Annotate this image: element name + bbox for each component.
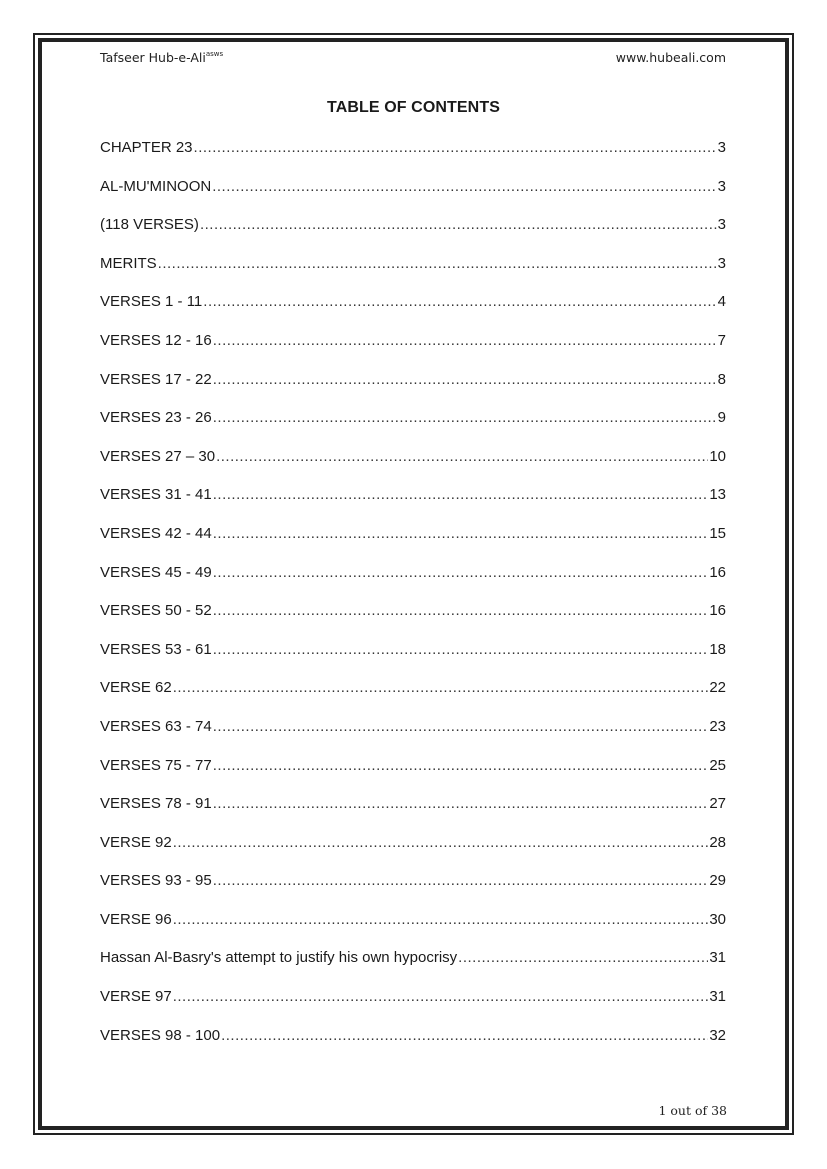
toc-entry[interactable]: [100, 448, 726, 466]
toc-entry[interactable]: [100, 679, 726, 697]
toc-dot-leader: [221, 1027, 708, 1045]
toc-entry[interactable]: [100, 409, 726, 427]
toc-dot-leader: [213, 564, 709, 582]
toc-entry-page-number: 10: [709, 447, 726, 465]
toc-dot-leader: [173, 834, 709, 852]
toc-entry-page-number: 27: [709, 795, 726, 813]
toc-entry-page-number: 16: [709, 563, 726, 581]
toc-entry-page-number: 3: [717, 139, 726, 156]
toc-dot-leader: [213, 718, 709, 736]
toc-entry-label: VERSES 53 - 61: [100, 640, 212, 658]
toc-entry[interactable]: [100, 911, 726, 929]
toc-dot-leader: [200, 216, 717, 234]
header-title: [100, 50, 223, 65]
toc-entry-label: MERITS: [100, 254, 157, 272]
toc-dot-leader: [213, 371, 717, 389]
toc-entry[interactable]: [100, 949, 726, 967]
toc-entry-label: (118 VERSES): [100, 216, 199, 234]
toc-entry-label: VERSES 45 - 49: [100, 563, 212, 581]
toc-entry-page-number: 31: [709, 988, 726, 1006]
toc-entry-page-number: 4: [717, 293, 726, 311]
toc-entry[interactable]: [100, 757, 726, 775]
toc-entry[interactable]: [100, 564, 726, 582]
toc-entry-page-number: 31: [709, 949, 726, 967]
toc-entry-label: Hassan Al-Basry's attempt to justify his own hypocrisy: [100, 949, 458, 967]
toc-dot-leader: [213, 602, 709, 620]
toc-entry[interactable]: [100, 525, 726, 543]
toc-dot-leader: [173, 911, 709, 929]
toc-entry-page-number: 3: [717, 177, 726, 195]
toc-entry[interactable]: [100, 641, 726, 659]
toc-entry-page-number: 32: [709, 1026, 726, 1044]
header-title-text: Tafseer Hub-e-Ali: [100, 50, 206, 65]
toc-dot-leader: [216, 448, 708, 466]
toc-entry-label: VERSES 42 - 44: [100, 524, 212, 542]
toc-entry-page-number: 3: [717, 216, 726, 234]
toc-entry[interactable]: [100, 255, 726, 273]
toc-entry-label: VERSE 62: [100, 679, 172, 697]
toc-entry-label: VERSES 75 - 77: [100, 756, 212, 774]
toc-entry-page-number: 30: [709, 910, 726, 928]
toc-entry-label: VERSES 50 - 52: [100, 602, 212, 620]
toc-entry-page-number: 28: [709, 833, 726, 851]
toc-entry-label: VERSES 93 - 95: [100, 872, 212, 890]
toc-entry-label: VERSES 17 - 22: [100, 370, 212, 388]
toc-entry[interactable]: [100, 139, 726, 157]
toc-entry[interactable]: [100, 718, 726, 736]
toc-dot-leader: [213, 486, 709, 504]
toc-entry-label: VERSES 31 - 41: [100, 486, 212, 504]
toc-dot-leader: [212, 178, 716, 196]
toc-entry-page-number: 29: [709, 872, 726, 890]
toc-dot-leader: [458, 949, 708, 967]
toc-entry[interactable]: [100, 216, 726, 234]
toc-entry[interactable]: [100, 486, 726, 504]
toc-dot-leader: [203, 293, 716, 311]
toc-entry-label: VERSE 97: [100, 988, 172, 1006]
toc-list: [100, 139, 726, 1065]
toc-entry-page-number: 15: [709, 524, 726, 542]
toc-entry-page-number: 23: [709, 717, 726, 735]
toc-entry-label: VERSES 12 - 16: [100, 331, 212, 349]
toc-entry-page-number: 3: [717, 254, 726, 272]
toc-entry[interactable]: [100, 834, 726, 852]
toc-dot-leader: [194, 139, 717, 157]
toc-dot-leader: [213, 332, 717, 350]
toc-dot-leader: [158, 255, 717, 273]
toc-entry-page-number: 22: [709, 679, 726, 697]
toc-entry-page-number: 7: [717, 331, 726, 349]
toc-entry-label: VERSES 23 - 26: [100, 409, 212, 427]
toc-entry[interactable]: [100, 178, 726, 196]
toc-dot-leader: [173, 679, 709, 697]
toc-entry[interactable]: [100, 872, 726, 890]
toc-entry[interactable]: [100, 602, 726, 620]
toc-entry-label: VERSE 92: [100, 833, 172, 851]
page-header: [100, 50, 726, 68]
toc-entry[interactable]: [100, 371, 726, 389]
toc-entry-label: VERSES 98 - 100: [100, 1026, 221, 1044]
header-website: www.hubeali.com: [615, 50, 726, 65]
toc-entry[interactable]: [100, 293, 726, 311]
toc-entry-label: CHAPTER 23: [100, 139, 193, 156]
toc-entry[interactable]: [100, 795, 726, 813]
toc-entry-label: AL-MU'MINOON: [100, 177, 212, 195]
toc-dot-leader: [213, 757, 709, 775]
toc-entry-page-number: 9: [717, 409, 726, 427]
toc-dot-leader: [213, 641, 709, 659]
toc-dot-leader: [213, 872, 709, 890]
toc-entry[interactable]: [100, 332, 726, 350]
toc-entry-page-number: 25: [709, 756, 726, 774]
toc-entry-label: VERSES 63 - 74: [100, 717, 212, 735]
toc-dot-leader: [213, 409, 717, 427]
toc-dot-leader: [213, 525, 709, 543]
toc-entry-page-number: 18: [709, 640, 726, 658]
toc-entry-page-number: 8: [717, 370, 726, 388]
toc-entry-label: VERSE 96: [100, 910, 172, 928]
toc-dot-leader: [213, 795, 709, 813]
toc-entry-label: VERSES 27 – 30: [100, 447, 216, 465]
header-title-superscript: asws: [205, 50, 224, 58]
toc-dot-leader: [173, 988, 709, 1006]
toc-entry[interactable]: [100, 1027, 726, 1045]
toc-entry-label: VERSES 1 - 11: [100, 293, 203, 311]
toc-entry-page-number: 13: [709, 486, 726, 504]
toc-entry-page-number: 16: [709, 602, 726, 620]
toc-title: TABLE OF CONTENTS: [327, 99, 500, 116]
toc-entry-label: VERSES 78 - 91: [100, 795, 212, 813]
page-number-footer: 1 out of 38: [658, 1103, 727, 1118]
toc-entry[interactable]: [100, 988, 726, 1006]
